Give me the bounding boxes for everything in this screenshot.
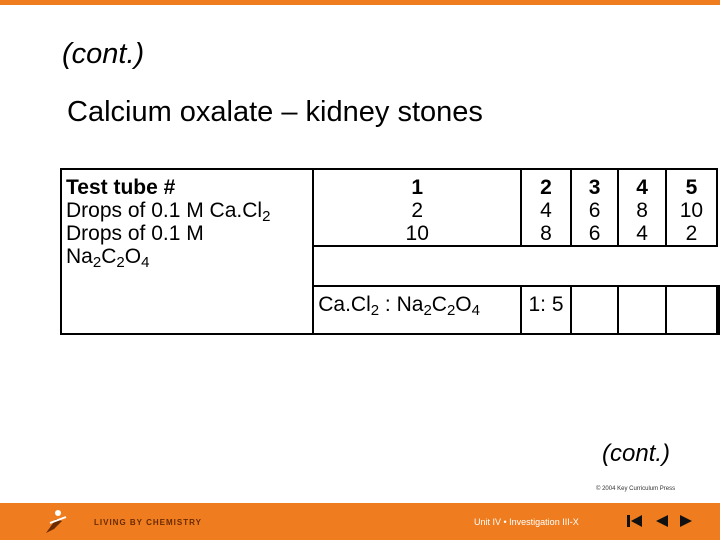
na2c2o4-drops: 4: [636, 222, 648, 245]
row-labels-cell: [61, 169, 313, 334]
tube-number: 1: [411, 176, 424, 199]
previous-slide-button[interactable]: [654, 514, 670, 528]
cacl2-drops: 2: [411, 199, 424, 222]
ratio-cell-2: [571, 286, 619, 334]
tube-column-4: [618, 169, 666, 246]
cacl2-drops: 8: [636, 199, 648, 222]
slide-subtitle: (cont.): [62, 38, 145, 70]
na2c2o4-drops: 8: [540, 222, 552, 245]
ratio-cell-4: [666, 286, 717, 334]
label-na2c2o4-line2: $Na_2C_2O_4$: [66, 245, 150, 271]
previous-slide-icon: [654, 514, 670, 528]
chemistry-logo-icon: [40, 507, 70, 537]
table-row-header: [61, 169, 719, 246]
cacl2-drops: 10: [679, 199, 704, 222]
tube-number: 5: [685, 176, 698, 199]
next-slide-icon: [678, 514, 694, 528]
continued-label: (cont.): [602, 440, 671, 467]
slide-title: Calcium oxalate – kidney stones: [67, 96, 483, 128]
na2c2o4-drops: 2: [685, 222, 698, 245]
first-slide-button[interactable]: [626, 514, 644, 528]
tube-column-2: [521, 169, 571, 246]
logo-text: LIVING BY CHEMISTRY: [94, 518, 202, 527]
label-ratio: $Ca.Cl_2$ : $Na_2C_2O_4$: [313, 286, 521, 334]
tube-number: 2: [540, 176, 552, 199]
na2c2o4-drops: 10: [405, 222, 429, 245]
cacl2-drops: 6: [588, 199, 601, 222]
next-slide-button[interactable]: [678, 514, 694, 528]
tube-column-5: [666, 169, 717, 246]
ratio-cell-1: 1: 5: [521, 286, 571, 334]
ratio-cell-3: [618, 286, 666, 334]
tube-column-1: [313, 169, 521, 246]
copyright-text: © 2004 Key Curriculum Press: [596, 486, 676, 492]
first-slide-icon: [626, 514, 644, 528]
na2c2o4-drops: 6: [588, 222, 601, 245]
footer-caption: Unit IV • Investigation III-X: [474, 517, 579, 527]
tube-number: 3: [588, 176, 601, 199]
tube-column-3: [571, 169, 619, 246]
cacl2-drops: 4: [540, 199, 552, 222]
tube-number: 4: [636, 176, 648, 199]
label-na2c2o4-line1: Drops of 0.1 M: [66, 222, 204, 245]
ratio-cell-5: [717, 286, 719, 334]
header-label: Test tube #: [66, 176, 176, 199]
data-table: [60, 168, 720, 335]
label-cacl2: Drops of 0.1 M $Ca.Cl_2$: [66, 199, 271, 225]
top-accent-bar: [0, 0, 720, 5]
